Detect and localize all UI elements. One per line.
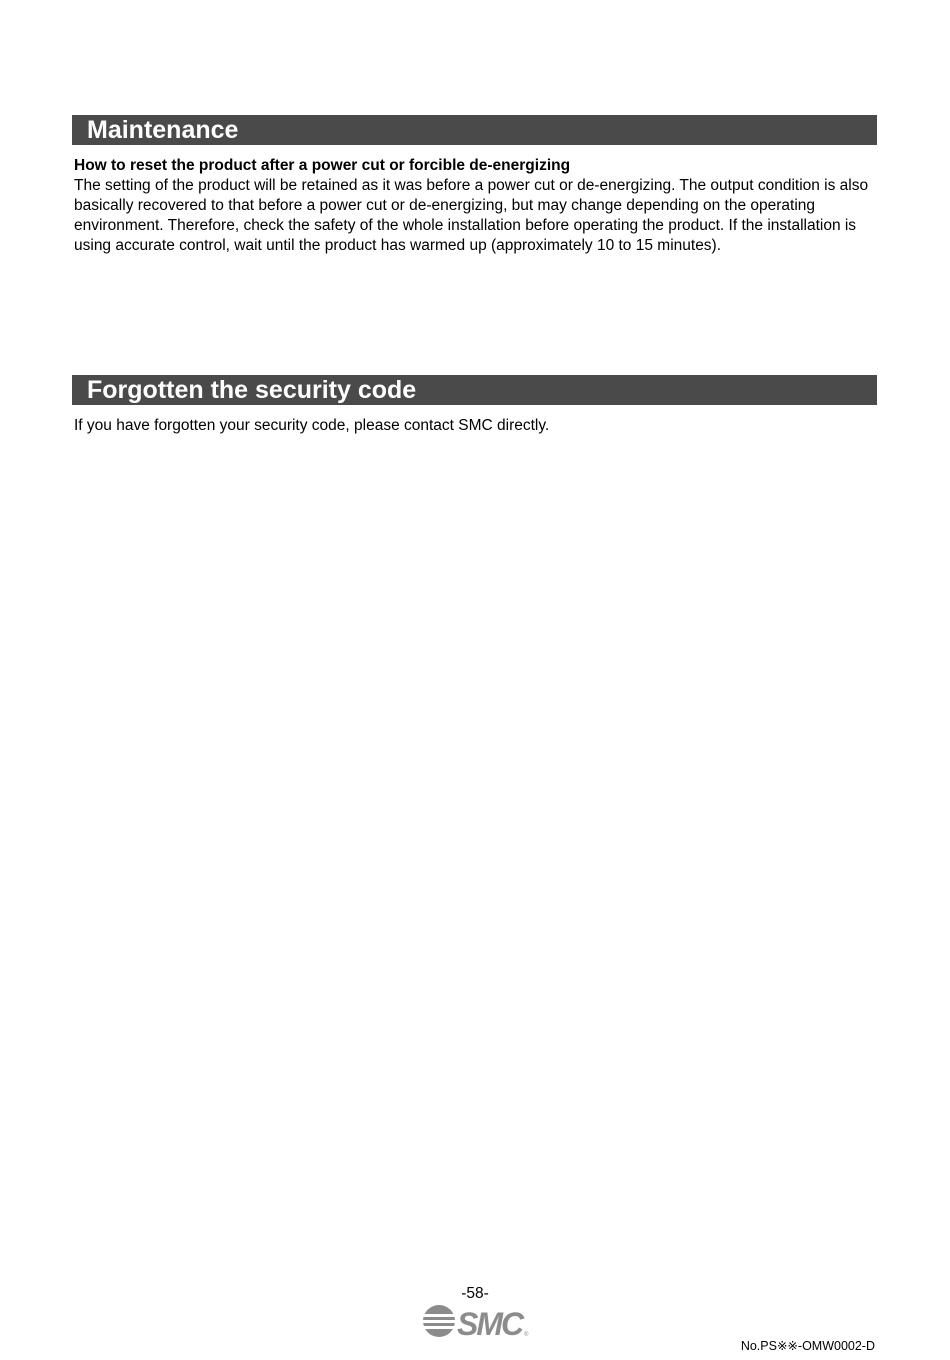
page-number: -58- [461, 1285, 489, 1302]
section-title-security-code: Forgotten the security code [72, 375, 877, 405]
smc-logo-graphic [420, 1303, 530, 1339]
security-code-body-text: If you have forgotten your security code, please contact SMC directly. [74, 417, 550, 434]
maintenance-subheading: How to reset the product after a power cut or forcible de-energizing [74, 157, 571, 174]
maintenance-body-text: The setting of the product will be retained as it was before a power cut or de-energizing. The output condition is also basically recovered to that before a power cut or de-energizing, but may change depending on the operating environment. Therefore, check the safety of the whole installation before operating the product. If the installation is using accurate control, wait until the product has warmed up (approximately 10 to 15 minutes). [74, 177, 869, 254]
logo-registered-mark: ® [524, 1332, 529, 1338]
document-number: No.PS※※-OMW0002-D [740, 1339, 875, 1353]
logo-text: SMC [457, 1306, 523, 1339]
smc-logo-icon [420, 1303, 530, 1339]
section-title-maintenance: Maintenance [72, 115, 877, 145]
